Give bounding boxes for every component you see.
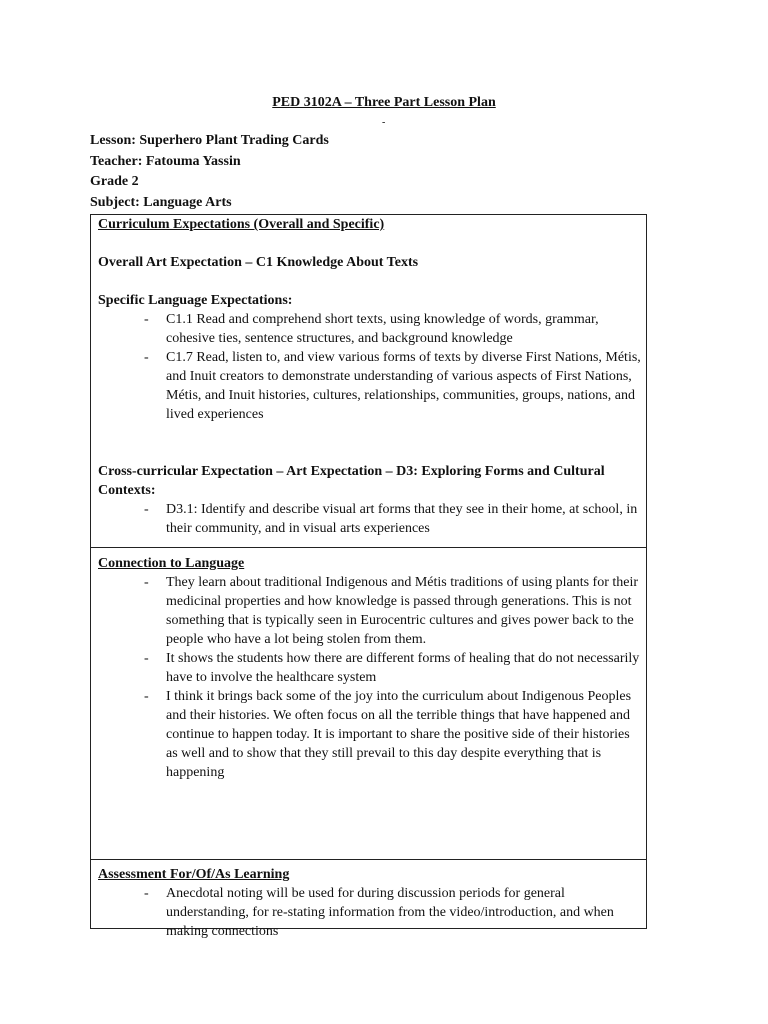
connection-list [98,573,646,782]
dash-bullet: - [144,350,149,365]
overall-expectation: Overall Art Expectation – C1 Knowledge About Texts [98,255,419,270]
list-item: - C1.1 Read and comprehend short texts, using knowledge of words, grammar, cohesive ties, sentence structures, and background knowledge [144,312,599,346]
assessment-cell [91,860,646,939]
connection-heading: Connection to Language [98,556,245,571]
list-item: - D3.1: Identify and describe visual art forms that they see in their home, at school, in their community, and in visual arts experiences [144,502,638,536]
specific-list [98,310,646,424]
list-item: - They learn about traditional Indigenous and Métis traditions of using plants for their medicinal properties and how knowledge is passed through generations. This is not something that is typically seen in Eurocentric cultures and gives power back to the people who have a lot being stolen from them. [144,575,639,647]
dash-bullet: - [144,502,149,517]
list-item: - C1.7 Read, listen to, and view various forms of texts by diverse First Nations, Métis, and Inuit creators to demonstrate understanding of various aspects of First Nations, Métis, and Inuit histories, cultures, relationships, communities, groups, nations, and lived experiences [144,350,641,422]
lesson-meta [90,131,329,213]
stray-dash: - [382,117,386,128]
dash-bullet: - [144,689,149,704]
dash-bullet: - [144,651,149,666]
teacher-name: Teacher: Fatouma Yassin [90,153,241,169]
curriculum-cell [91,215,646,548]
connection-cell [91,548,646,860]
dash-bullet: - [144,886,149,901]
document-title: PED 3102A – Three Part Lesson Plan [272,95,496,110]
lesson-name: Lesson: Superhero Plant Trading Cards [90,133,329,148]
dash-bullet: - [144,575,149,590]
dash-bullet: - [144,312,149,327]
assessment-list [98,884,646,941]
specific-heading: Specific Language Expectations: [98,293,293,308]
cross-curricular-heading: Cross-curricular Expectation – Art Expectation – D3: Exploring Forms and Cultural Contexts: [98,464,605,498]
list-item: - Anecdotal noting will be used for during discussion periods for general understanding, for re-stating information from the video/introduction, and when making connections [144,886,614,939]
cross-list [98,500,646,538]
grade-level: Grade 2 [90,174,139,189]
list-item: - It shows the students how there are different forms of healing that do not necessarily have to involve the healthcare system [144,651,640,685]
assessment-heading: Assessment For/Of/As Learning [98,867,290,882]
curriculum-heading: Curriculum Expectations (Overall and Specific) [98,217,385,232]
list-item: - I think it brings back some of the joy into the curriculum about Indigenous Peoples and their histories. We often focus on all the terrible things that have happened and continue to happen today. It is important to share the positive side of their histories as well and to show that they still prevail to this day despite everything that is happening [144,689,632,780]
subject-name: Subject: Language Arts [90,194,232,210]
lesson-table [90,214,647,939]
